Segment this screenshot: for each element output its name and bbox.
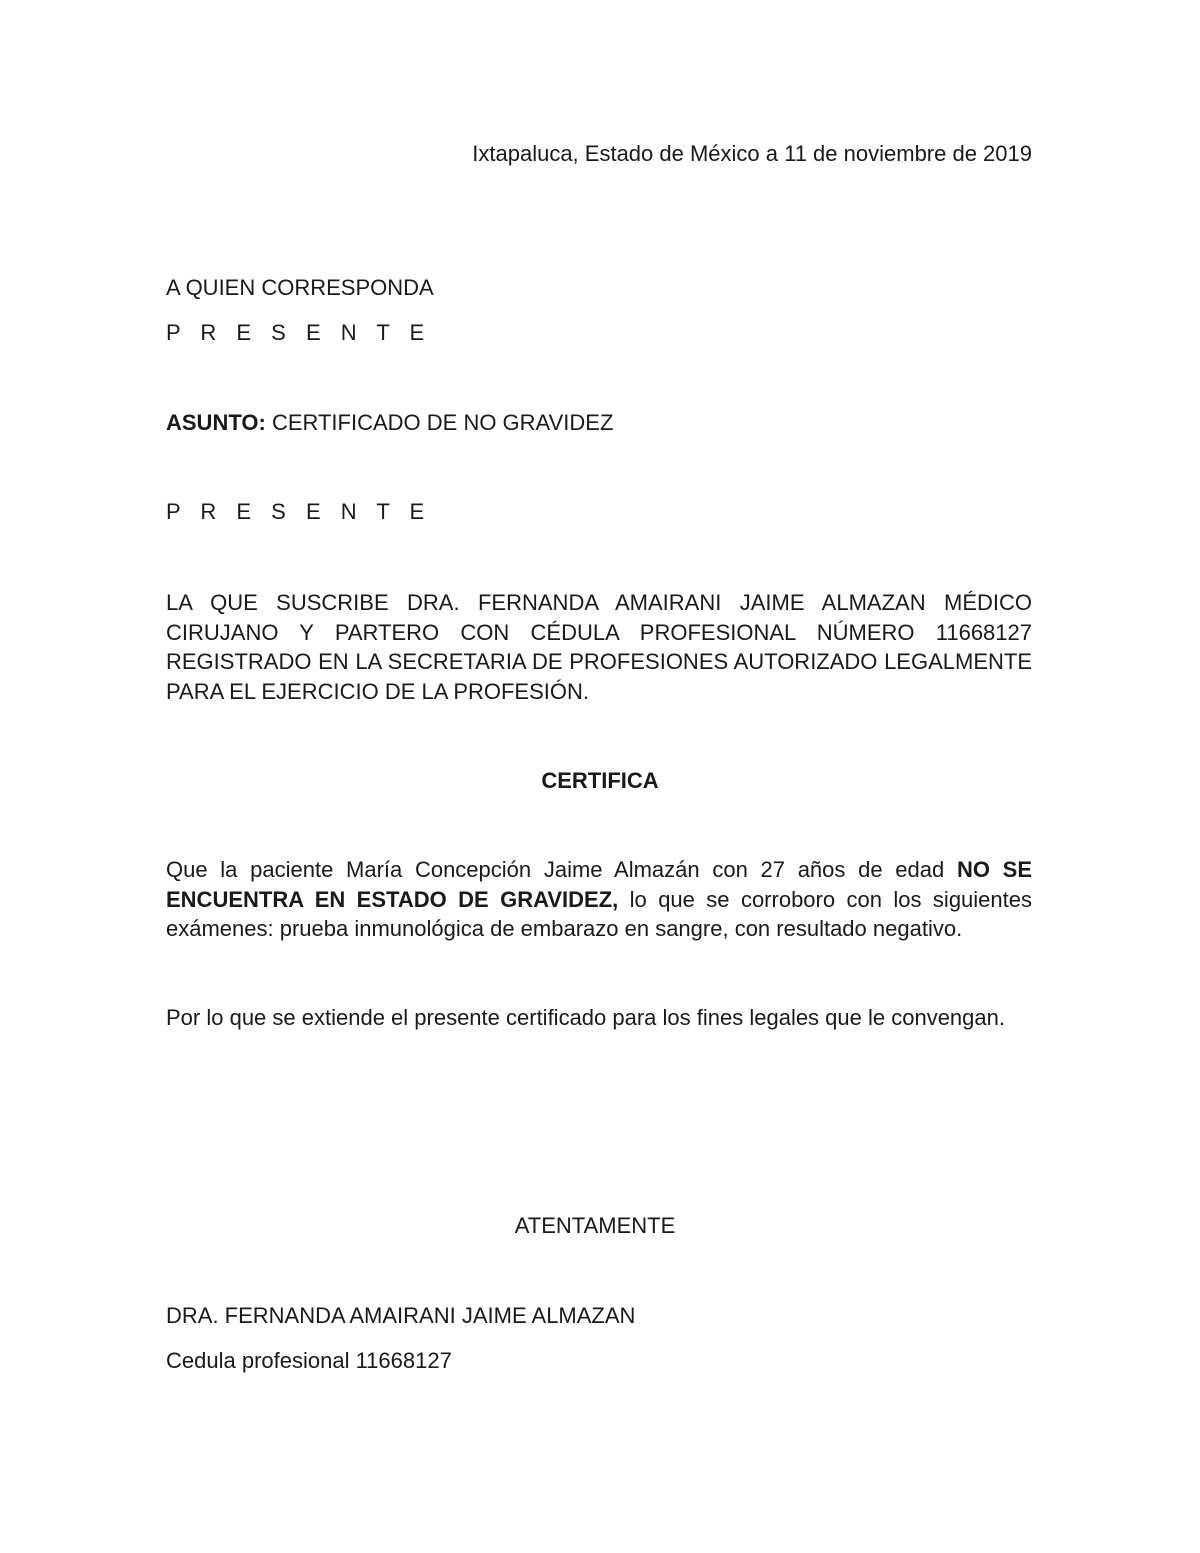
subject-label: ASUNTO: (166, 410, 266, 435)
certifica-heading: CERTIFICA (541, 768, 659, 793)
place-date: Ixtapaluca, Estado de México a 11 de noviembre de 2019 (472, 141, 1032, 166)
presente-line-second: P R E S E N T E (166, 499, 432, 524)
intro-paragraph: LA QUE SUSCRIBE DRA. FERNANDA AMAIRANI JAIME ALMAZAN MÉDICO CIRUJANO Y PARTERO CON CÉDULA PROFESIONAL NÚMERO 11668127 REGISTRADO EN LA SECRETARIA DE PROFESIONES AUTORIZADO LEGALMENTE PARA EL EJERCICIO DE LA PROFESIÓN. (166, 590, 1032, 704)
cedula-line: Cedula profesional 11668127 (166, 1348, 452, 1373)
recipient-line: A QUIEN CORRESPONDA (166, 275, 434, 300)
signer-name: DRA. FERNANDA AMAIRANI JAIME ALMAZAN (166, 1303, 636, 1328)
atentamente-line: ATENTAMENTE (514, 1213, 676, 1238)
finding-text-end: lo que se corroboro con los siguientes exámenes: prueba inmunológica de embarazo en sangre, con resultado negativo. (166, 886, 1032, 941)
finding-paragraph (166, 855, 1032, 944)
finding-text-start: Que la paciente María Concepción Jaime Almazán con 27 años de edad (166, 857, 957, 882)
finding-bold-text: NO SE ENCUENTRA EN ESTADO DE GRAVIDEZ, (166, 857, 1032, 912)
subject-text: CERTIFICADO DE NO GRAVIDEZ (265, 410, 614, 435)
closing-paragraph: Por lo que se extiende el presente certificado para los fines legales que le convengan. (166, 1005, 1005, 1030)
presente-line: P R E S E N T E (166, 320, 432, 345)
subject-line (166, 408, 613, 437)
